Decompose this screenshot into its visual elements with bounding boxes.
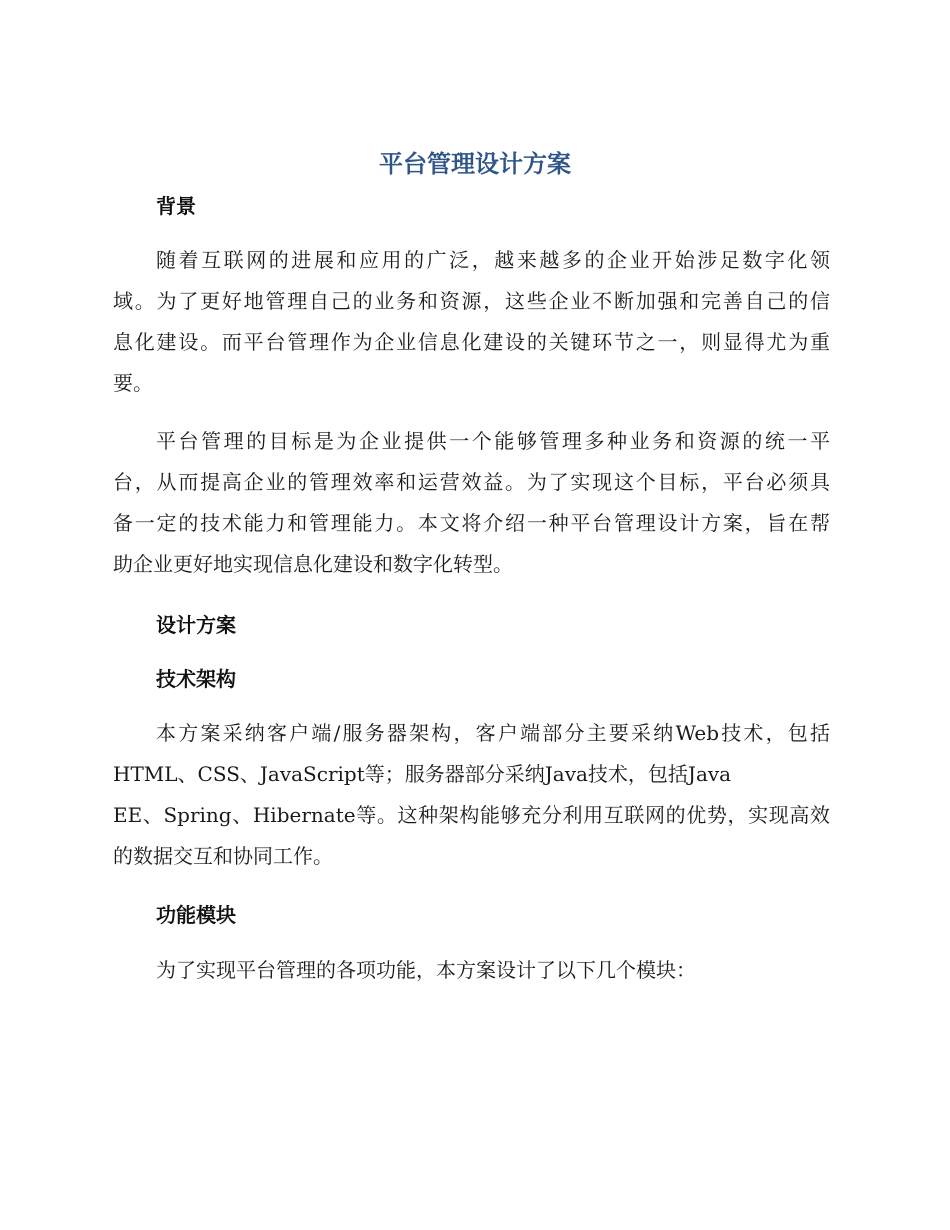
paragraph-line: 域。为了更好地管理自己的业务和资源，这些企业不断加强和完善自己的信 [113,289,830,313]
section-heading-background: 背景 [156,194,196,218]
paragraph-tech [113,713,830,877]
paragraph-modules [113,950,830,991]
section-heading-design: 设计方案 [156,613,236,637]
paragraph-line: 要。 [113,371,153,395]
document-title: 平台管理设计方案 [379,150,571,178]
paragraph-background-2 [113,421,830,585]
section-heading-modules: 功能模块 [156,903,236,927]
paragraph-line: 为了实现平台管理的各项功能，本方案设计了以下几个模块： [156,958,696,982]
paragraph-line: 备一定的技术能力和管理能力。本文将介绍一种平台管理设计方案，旨在帮 [113,511,830,535]
paragraph-background-1 [113,240,830,404]
paragraph-line: 息化建设。而平台管理作为企业信息化建设的关键环节之一，则显得尤为重 [113,330,830,354]
paragraph-line: EE、Spring、Hibernate等。这种架构能够充分利用互联网的优势，实现高效 [113,803,830,827]
paragraph-line: 本方案采纳客户端/服务器架构，客户端部分主要采纳Web技术，包括 [156,721,830,745]
paragraph-line: 随着互联网的进展和应用的广泛，越来越多的企业开始涉足数字化领 [156,248,830,272]
paragraph-line: 平台管理的目标是为企业提供一个能够管理多种业务和资源的统一平 [156,429,830,453]
paragraph-line: 的数据交互和协同工作。 [113,844,333,868]
paragraph-line: HTML、CSS、JavaScript等；服务器部分采纳Java技术，包括Java [113,762,732,786]
paragraph-line: 助企业更好地实现信息化建设和数字化转型。 [113,552,513,576]
paragraph-line: 台，从而提高企业的管理效率和运营效益。为了实现这个目标，平台必须具 [113,470,830,494]
section-heading-tech: 技术架构 [156,667,236,691]
